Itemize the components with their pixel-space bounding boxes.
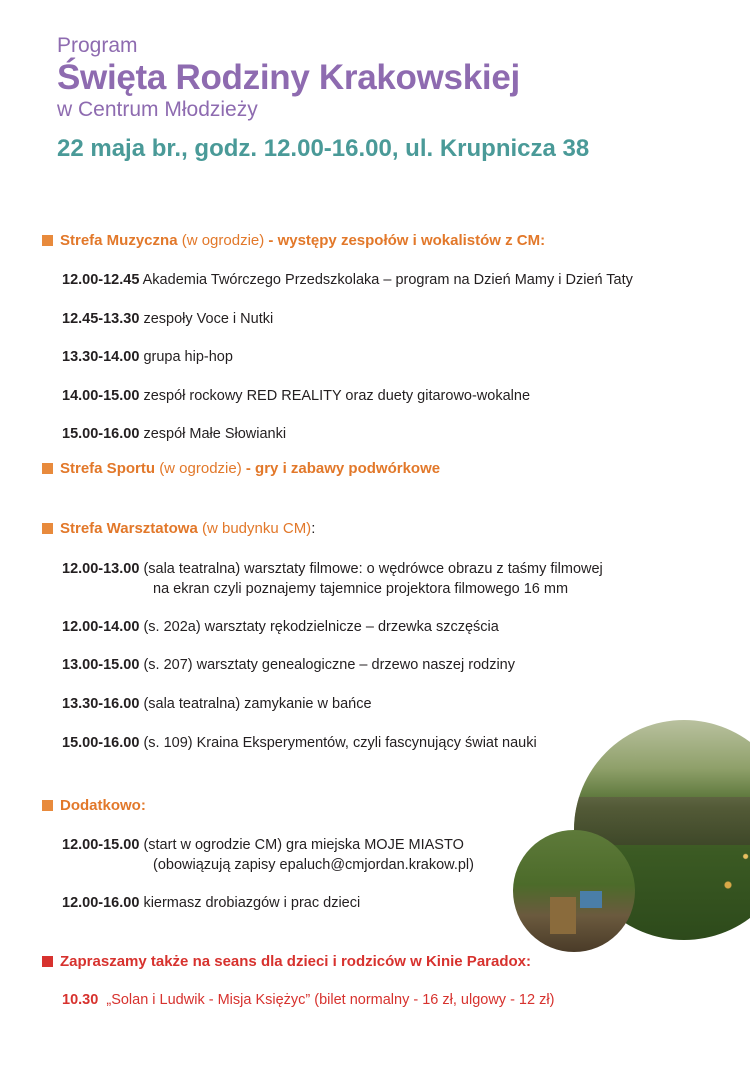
- item-time: 10.30: [62, 992, 99, 1008]
- list-item: [62, 655, 722, 675]
- item-text: zespół Małe Słowianki: [143, 426, 287, 442]
- list-item: [62, 559, 722, 599]
- item-text: kiermasz drobiazgów i prac dzieci: [143, 895, 361, 911]
- item-time: 12.00-14.00: [62, 619, 140, 635]
- list-item: [62, 617, 722, 637]
- list-item: [62, 694, 722, 714]
- item-text: (s. 202a) warsztaty rękodzielnicze – drzewka szczęścia: [143, 619, 499, 635]
- header: [57, 34, 589, 164]
- item-time: 12.00-13.00: [62, 561, 140, 577]
- section-place: (w ogrodzie): [181, 232, 265, 249]
- item-time: 13.30-14.00: [62, 349, 140, 365]
- item-text: „Solan i Ludwik - Misja Księżyc” (bilet normalny - 16 zł, ulgowy - 12 zł): [106, 992, 555, 1008]
- section-kino-heading: [42, 953, 531, 970]
- item-time: 15.00-16.00: [62, 735, 140, 751]
- list-item: [62, 347, 722, 367]
- orange-square-icon: [42, 800, 53, 811]
- section-desc: - występy zespołów i wokalistów z CM:: [268, 232, 546, 249]
- orange-square-icon: [42, 463, 53, 474]
- item-text-continued: na ekran czyli poznajemy tajemnice projektora filmowego 16 mm: [153, 581, 569, 597]
- red-square-icon: [42, 956, 53, 967]
- section-place: (w ogrodzie): [159, 460, 242, 477]
- section-warsztatowa-heading: [42, 520, 315, 537]
- item-text: Akademia Twórczego Przedszkolaka – program na Dzień Mamy i Dzień Taty: [142, 272, 633, 288]
- list-item: [62, 309, 722, 329]
- section-name: Strefa Warsztatowa: [60, 520, 198, 537]
- page-title: Święta Rodziny Krakowskiej: [57, 58, 520, 97]
- orange-square-icon: [42, 523, 53, 534]
- list-item: [62, 835, 522, 875]
- item-text: (s. 207) warsztaty genealogiczne – drzewo naszej rodziny: [143, 657, 515, 673]
- orange-square-icon: [42, 235, 53, 246]
- section-muzyczna-heading: [42, 232, 545, 249]
- item-text: zespół rockowy RED REALITY oraz duety gitarowo-wokalne: [143, 388, 531, 404]
- section-name: Strefa Sportu: [60, 460, 156, 477]
- section-dodatkowo-heading: [42, 797, 146, 814]
- item-text: (sala teatralna) warsztaty filmowe: o wędrówce obrazu z taśmy filmowej: [143, 561, 603, 577]
- section-desc: - gry i zabawy podwórkowe: [245, 460, 441, 477]
- list-item: [62, 424, 722, 444]
- section-colon: :: [311, 520, 316, 537]
- section-place: (w budynku CM): [201, 520, 312, 537]
- item-time: 14.00-15.00: [62, 388, 140, 404]
- garden-photo-small: [513, 830, 635, 952]
- item-text: (sala teatralna) zamykanie w bańce: [143, 696, 372, 712]
- section-sportu-heading: [42, 460, 440, 477]
- item-text: (s. 109) Kraina Eksperymentów, czyli fascynujący świat nauki: [143, 735, 537, 751]
- item-time: 12.00-16.00: [62, 895, 140, 911]
- section-name: Strefa Muzyczna: [60, 232, 178, 249]
- item-time: 12.45-13.30: [62, 311, 140, 327]
- item-text: grupa hip-hop: [143, 349, 233, 365]
- item-time: 12.00-15.00: [62, 837, 140, 853]
- program-label: Program: [57, 34, 138, 57]
- list-item: [62, 990, 722, 1010]
- section-name: Dodatkowo:: [60, 797, 146, 814]
- item-time: 13.30-16.00: [62, 696, 140, 712]
- list-item: [62, 270, 722, 290]
- page-subtitle: w Centrum Młodzieży: [57, 98, 258, 121]
- item-text: (start w ogrodzie CM) gra miejska MOJE MIASTO: [143, 837, 464, 853]
- section-name: Zapraszamy także na seans dla dzieci i rodziców w Kinie Paradox:: [60, 953, 531, 970]
- item-time: 15.00-16.00: [62, 426, 140, 442]
- list-item: [62, 893, 502, 913]
- item-time: 12.00-12.45: [62, 272, 140, 288]
- date-line: 22 maja br., godz. 12.00-16.00, ul. Krupnicza 38: [57, 135, 590, 162]
- list-item: [62, 386, 722, 406]
- item-text-continued: (obowiązują zapisy epaluch@cmjordan.krakow.pl): [153, 857, 474, 873]
- item-text: zespoły Voce i Nutki: [143, 311, 274, 327]
- list-item: [62, 733, 582, 753]
- item-time: 13.00-15.00: [62, 657, 140, 673]
